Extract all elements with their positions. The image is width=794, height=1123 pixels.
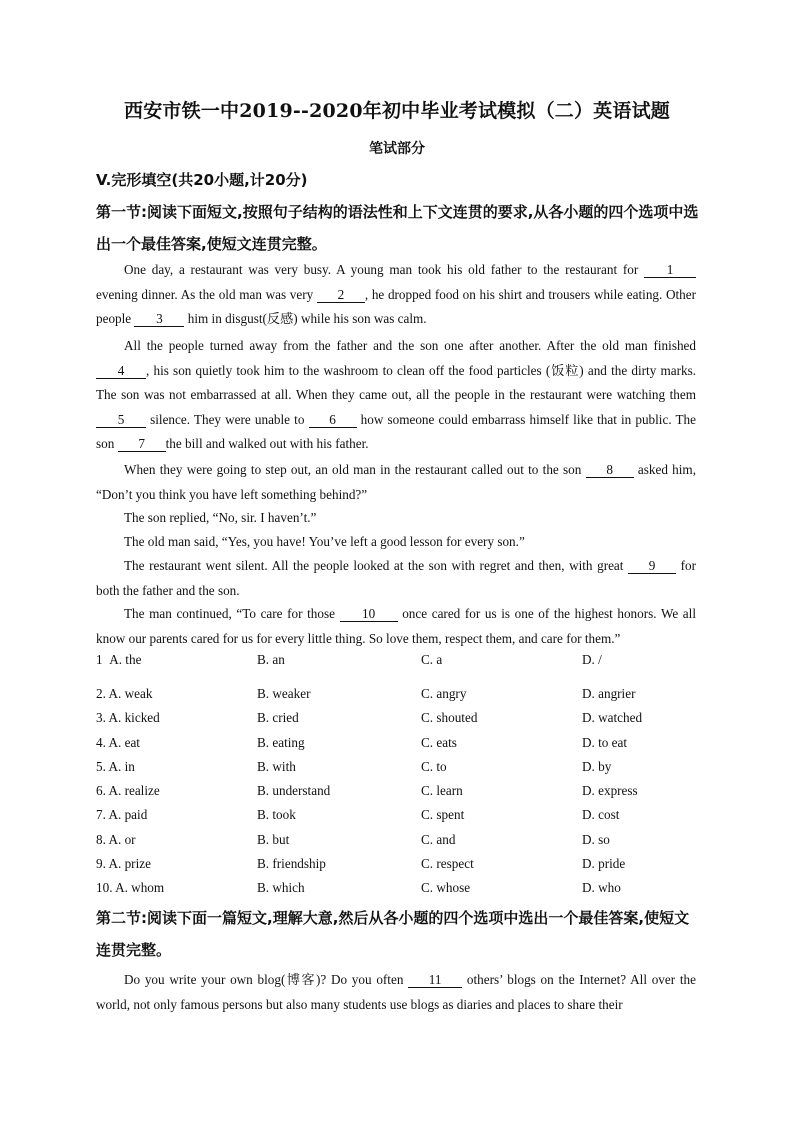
question-row xyxy=(96,856,696,880)
passage-paragraph-7: The man continued, “To care for those 10 once cared for us is one of the highest honors. We all know our parents cared for us for every little thing. So love them, respect them, and care for them.” xyxy=(96,606,696,646)
question-row xyxy=(96,652,696,686)
part1-instructions: 第一节:阅读下面短文,按照句子结构的语法性和上下文连贯的要求,从各小题的四个选项中选出一个最佳答案,使短文连贯完整。 xyxy=(96,203,699,253)
option-b: B. weaker xyxy=(257,686,311,701)
option-b: B. with xyxy=(257,758,296,774)
question-options xyxy=(96,652,696,905)
option-c: C. shouted xyxy=(421,710,478,726)
option-d: D. to eat xyxy=(582,734,628,750)
option-a: A. kicked xyxy=(108,710,160,726)
option-d: D. cost xyxy=(582,807,620,823)
passage-paragraph-3: When they were going to step out, an old man in the restaurant called out to the son 8 asked him, “Don’t you think you have left something behind?” xyxy=(96,462,696,502)
option-d: D. pride xyxy=(582,856,626,872)
option-c: C. and xyxy=(421,831,456,847)
blank-1: 1 xyxy=(644,262,696,278)
option-a: A. realize xyxy=(108,783,160,799)
option-b: B. friendship xyxy=(257,856,326,872)
question-row xyxy=(96,832,696,856)
exam-subtitle: 笔试部分 xyxy=(369,141,425,157)
passage-paragraph-1: One day, a restaurant was very busy. A young man took his old father to the restaurant for 1 evening dinner. As the old man was very 2 , he dropped food on his shirt and trousers while eating. Other people 3 him in disgust(反感) while his son was calm. xyxy=(96,262,696,326)
question-number: 3. xyxy=(96,710,106,726)
option-d: D. express xyxy=(582,783,638,799)
option-a: A. in xyxy=(108,758,135,774)
blank-3: 3 xyxy=(134,311,184,327)
passage-paragraph-5: The old man said, “Yes, you have! You’ve left a good lesson for every son.” xyxy=(124,534,525,549)
option-b: B. cried xyxy=(257,710,299,726)
question-number: 5. xyxy=(96,758,106,774)
option-c: C. angry xyxy=(421,686,467,701)
option-a: A. weak xyxy=(108,686,153,701)
option-c: C. learn xyxy=(421,783,463,799)
option-d: D. watched xyxy=(582,710,643,726)
question-row xyxy=(96,807,696,831)
blank-4: 4 xyxy=(96,363,146,379)
passage-paragraph-6: The restaurant went silent. All the people looked at the son with regret and then, with great 9 for both the father and the son. xyxy=(96,558,696,598)
option-c: C. whose xyxy=(421,880,471,896)
option-d: D. who xyxy=(582,880,621,896)
option-a: A. the xyxy=(109,652,142,667)
blank-9: 9 xyxy=(628,558,676,574)
blank-11: 11 xyxy=(408,972,462,988)
question-row xyxy=(96,783,696,807)
option-a: A. paid xyxy=(108,807,148,823)
question-number: 8. xyxy=(96,831,106,847)
question-number: 9. xyxy=(96,856,106,872)
option-d: D. angrier xyxy=(582,686,636,701)
question-row xyxy=(96,710,696,734)
question-row xyxy=(96,735,696,759)
option-a: A. or xyxy=(108,831,136,847)
passage2-paragraph-1: Do you write your own blog(博客)? Do you often 11 others’ blogs on the Internet? All over the world, not only famous persons but also many students use blogs as diaries and places to share their xyxy=(96,972,696,1012)
option-d: D. so xyxy=(582,831,610,847)
option-a: A. eat xyxy=(108,734,140,750)
question-number: 1 xyxy=(96,652,103,667)
blank-5: 5 xyxy=(96,412,146,428)
option-c: C. spent xyxy=(421,807,465,823)
option-b: B. but xyxy=(257,831,290,847)
passage-paragraph-2: All the people turned away from the father and the son one after another. After the old man finished 4 , his son quietly took him to the washroom to clean off the food particles (饭粒) and the dirty marks. The son was not embarrassed at all. When they came out, all the people in the restaurant were watching them 5 silence. They were unable to 6 how someone could embarrass himself like that in public. The son 7 the bill and walked out with his father. xyxy=(96,338,696,451)
option-b: B. an xyxy=(257,652,285,667)
blank-7: 7 xyxy=(118,436,166,452)
option-b: B. eating xyxy=(257,734,305,750)
part2-instructions: 第二节:阅读下面一篇短文,理解大意,然后从各小题的四个选项中选出一个最佳答案,使短文连贯完整。 xyxy=(96,909,690,959)
option-b: B. understand xyxy=(257,783,331,799)
option-b: B. which xyxy=(257,880,305,896)
passage-paragraph-4: The son replied, “No, sir. I haven’t.” xyxy=(124,510,317,525)
question-number: 4. xyxy=(96,734,106,750)
option-a: A. prize xyxy=(108,856,151,872)
question-number: 10. xyxy=(96,880,113,896)
section-heading-cloze: V.完形填空(共20小题,计20分) xyxy=(96,171,308,189)
question-row xyxy=(96,759,696,783)
option-c: C. respect xyxy=(421,856,474,872)
exam-title: 西安市铁一中2019--2020年初中毕业考试模拟（二）英语试题 xyxy=(124,100,670,122)
question-row xyxy=(96,686,696,710)
blank-2: 2 xyxy=(317,287,365,303)
option-c: C. a xyxy=(421,652,443,667)
blank-10: 10 xyxy=(340,606,398,622)
option-c: C. eats xyxy=(421,734,457,750)
option-b: B. took xyxy=(257,807,296,823)
option-d: D. by xyxy=(582,758,612,774)
option-c: C. to xyxy=(421,758,447,774)
option-a: A. whom xyxy=(115,880,165,896)
question-number: 7. xyxy=(96,807,106,823)
option-d: D. / xyxy=(582,652,602,667)
blank-8: 8 xyxy=(586,462,634,478)
question-number: 2. xyxy=(96,686,106,701)
question-number: 6. xyxy=(96,783,106,799)
blank-6: 6 xyxy=(309,412,357,428)
